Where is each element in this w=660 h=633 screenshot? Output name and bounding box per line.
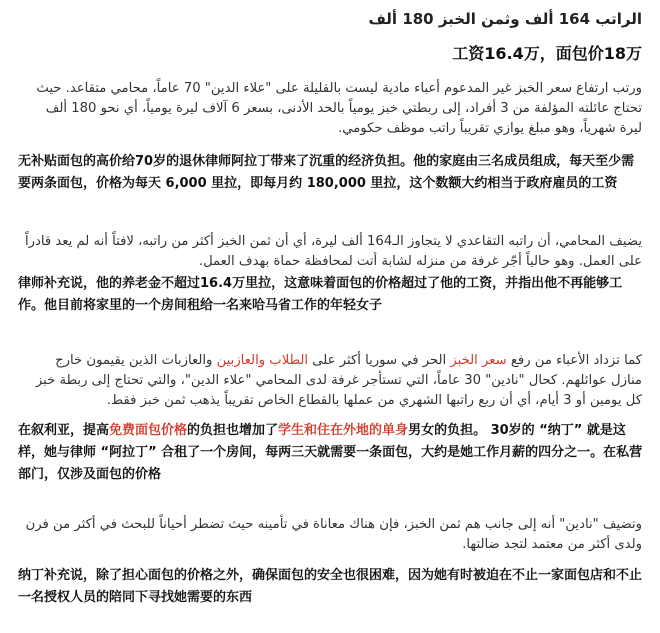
paragraph-2-arabic: يضيف المحامي، أن راتبه التقاعدي لا يتجاوز الـ164 ألف ليرة، أي أن ثمن الخبز أكثر من راتبه، لافتاً أنه لم يعد قادراً على العمل. وهو حالياً أجّر غرفة من منزله لشابة أتت لمحافظة حماة بهدف العمل. bbox=[24, 234, 642, 269]
title-arabic: الراتب 164 ألف وثمن الخبز 180 ألف bbox=[368, 10, 642, 28]
highlight-students-singles: الطلاب والعازبين bbox=[216, 353, 309, 368]
p3-zh-part-a: 在叙利亚，提高 bbox=[18, 423, 110, 438]
highlight-bread-price: سعر الخبز bbox=[450, 353, 507, 368]
paragraph-3-chinese bbox=[18, 420, 644, 486]
paragraph-1-arabic: ورتب ارتفاع سعر الخبز غير المدعوم أعباء مادية ليست بالقليلة على "علاء الدين" 70 عاماً، محامي متقاعد. حيث تحتاج عائلته المؤلفة من 3 أفراد، إلى ربطتي خبز يومياً بالحد الأدنى، بسعر 6 آلاف ليرة يومياً، أي نحو 180 ألف ليرة شهرياً، وهو مبلغ يوازي تقريباً راتب موظف حكومي. bbox=[36, 81, 642, 136]
p3-ar-part-c: والعازبات الذين يقيمون خارج منازل عوائلهم. كحال "نادين" 30 عاماً، التي تستأجر غرفة لدى المحامي "علاء الدين"، والتي تحتاج إلى ربطة خبز كل يومين أو 3 أيام، أي أن ربع راتبها الشهري من عملها بالقطاع الخاص تقريباً يذهب ثمن خبز فقط. bbox=[35, 353, 642, 408]
paragraph-4-arabic: وتضيف "نادين" أنه إلى جانب هم ثمن الخبز، فإن هناك معاناة في تأمينه حيث تضطر أحياناً للبحث في أكثر من فرن ولدى أكثر من معتمد لتجد ضالتها. bbox=[25, 517, 642, 552]
paragraph-2-chinese: 律师补充说，他的养老金不超过16.4万里拉，这意味着面包的价格超过了他的工资，并指出他不再能够工作。他目前将家里的一个房间租给一名来哈马省工作的年轻女子 bbox=[18, 276, 623, 313]
highlight-students-living-away: 学生和住在外地的单身 bbox=[278, 423, 409, 438]
p3-zh-part-b: 的负担也增加了 bbox=[187, 423, 279, 438]
p3-ar-part-b: الحر في سوريا أكثر على bbox=[308, 353, 451, 368]
p3-ar-part-a: كما تزداد الأعباء من رفع bbox=[506, 353, 642, 368]
p3-zh-part-c: 男女的负担。 30岁的 “纳丁” 就是这样，她与律师 “阿拉丁” 合租了一个房间，每两三天就需要一条面包，大约是她工作月薪的四分之一。在私营部门，仅涉及面包的价格 bbox=[18, 423, 643, 482]
highlight-free-bread-price: 免费面包价格 bbox=[109, 423, 188, 438]
title-chinese: 工资16.4万，面包价18万 bbox=[452, 44, 642, 63]
paragraph-3-arabic bbox=[22, 351, 642, 411]
paragraph-1-chinese: 无补贴面包的高价给70岁的退休律师阿拉丁带来了沉重的经济负担。他的家庭由三名成员组成，每天至少需要两条面包，价格为每天 6,000 里拉，即每月约 180,000 里拉，这个数额大约相当于政府雇员的工资 bbox=[18, 154, 635, 191]
paragraph-4-chinese: 纳丁补充说，除了担心面包的价格之外，确保面包的安全也很困难，因为她有时被迫在不止一家面包店和不止一名授权人员的陪同下寻找她需要的东西 bbox=[18, 568, 643, 605]
